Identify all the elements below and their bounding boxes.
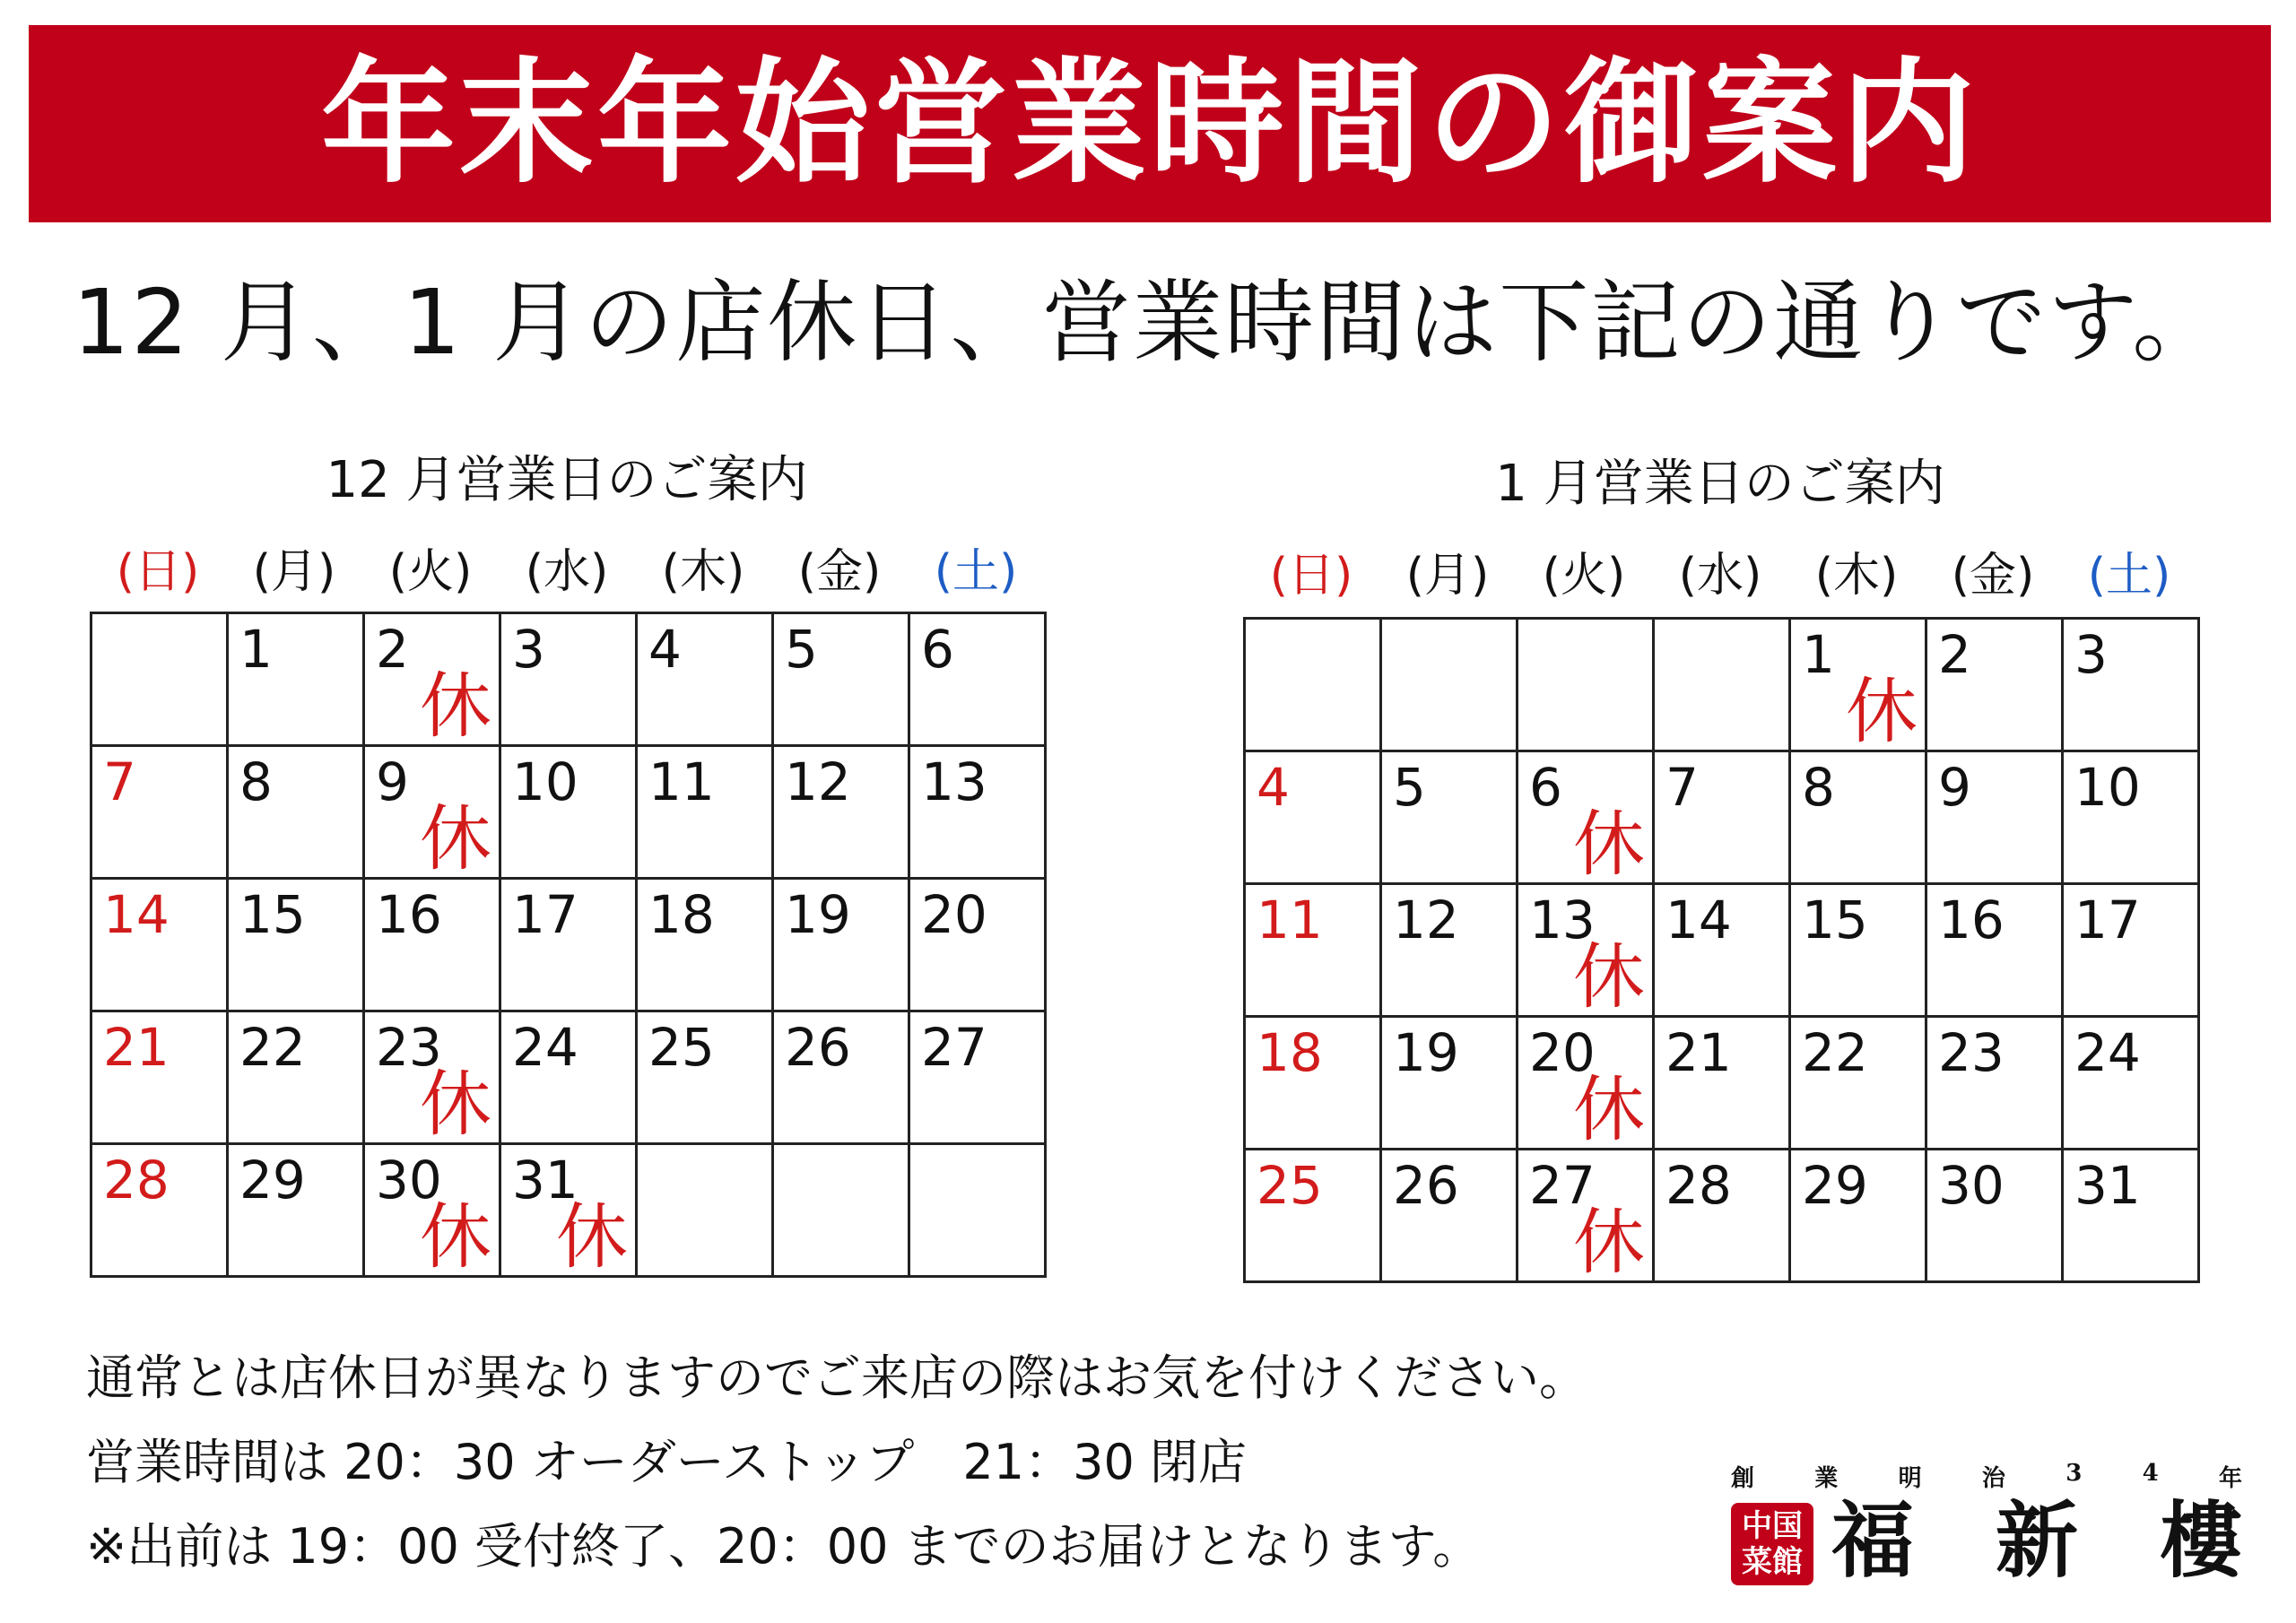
day-number: 15 (1802, 890, 1868, 950)
day-number: 7 (1665, 757, 1699, 818)
calendar-day-cell (1518, 885, 1655, 1018)
calendar-cell-empty (638, 1145, 774, 1278)
calendar-day-cell (638, 747, 774, 880)
calendar-day-cell (1382, 1018, 1518, 1150)
day-number: 8 (239, 751, 273, 812)
weekday-label: (木) (661, 545, 745, 599)
calendar-day-cell (774, 614, 910, 747)
weekday-label: (金) (797, 545, 882, 599)
logo-char: 創 (1731, 1465, 1755, 1492)
day-number: 10 (512, 751, 578, 812)
day-number: 3 (512, 619, 545, 680)
calendar-day-cell (638, 1012, 774, 1145)
day-number: 25 (648, 1017, 715, 1078)
note-closed-days: 通常とは店休日が異なりますのでご来店の際はお気を付けください。 (86, 1350, 1587, 1406)
weekday-label: (日) (116, 545, 200, 599)
closed-day-mark: 休 (1846, 670, 1918, 753)
day-number: 17 (512, 884, 578, 945)
calendar-cell-empty (774, 1145, 910, 1278)
day-number: 12 (1393, 890, 1459, 950)
calendar-day-cell (92, 1012, 229, 1145)
closed-day-mark: 休 (420, 797, 491, 881)
day-number: 22 (239, 1017, 306, 1078)
day-number: 26 (1393, 1155, 1459, 1216)
day-number: 1 (239, 619, 273, 680)
day-number: 19 (1393, 1022, 1459, 1083)
calendar-cell-empty (1518, 620, 1655, 752)
calendar-day-cell (1927, 620, 2064, 752)
calendar-cell-empty (1246, 620, 1382, 752)
day-number: 9 (376, 751, 409, 812)
weekday-label: (日) (1269, 549, 1353, 603)
day-number: 21 (103, 1017, 170, 1078)
calendar-day-cell (1382, 752, 1518, 885)
closed-day-mark: 休 (420, 664, 491, 748)
calendar-day-cell (92, 747, 229, 880)
weekday-label: (金) (1951, 549, 2035, 603)
day-number: 19 (785, 884, 851, 945)
day-number: 22 (1802, 1022, 1868, 1083)
calendar-day-cell (501, 880, 638, 1012)
closed-day-mark: 休 (420, 1195, 491, 1279)
seal-line: 菜館 (1742, 1544, 1803, 1580)
weekday-header-december (90, 545, 1044, 599)
day-number: 14 (1665, 890, 1732, 950)
logo-name-char: 福 (1831, 1492, 1915, 1589)
calendar-day-cell (1791, 752, 1927, 885)
logo-seal-stamp (1731, 1503, 1813, 1585)
calendar-day-cell (365, 614, 501, 747)
weekday-label: (水) (1678, 549, 1762, 603)
calendar-cell-empty (1382, 620, 1518, 752)
calendar-day-cell (501, 614, 638, 747)
calendar-day-cell (1655, 752, 1791, 885)
calendar-day-cell (365, 1145, 501, 1278)
calendar-day-cell (638, 880, 774, 1012)
closed-day-mark: 休 (1573, 1201, 1645, 1284)
day-number: 9 (1938, 757, 1971, 818)
header-banner (29, 25, 2271, 222)
calendar-day-cell (1382, 1150, 1518, 1283)
day-number: 29 (1802, 1155, 1868, 1216)
day-number: 24 (512, 1017, 578, 1078)
weekday-label: (火) (1542, 549, 1626, 603)
calendar-day-cell (2064, 1018, 2200, 1150)
calendar-day-cell (501, 1012, 638, 1145)
day-number: 5 (1393, 757, 1426, 818)
page-title: 年末年始営業時間の御案内 (320, 46, 1979, 202)
day-number: 1 (1802, 624, 1835, 685)
day-number: 11 (648, 751, 715, 812)
day-number: 30 (1938, 1155, 2005, 1216)
day-number: 20 (1529, 1022, 1596, 1083)
day-number: 24 (2074, 1022, 2141, 1083)
calendar-day-cell (1791, 1018, 1927, 1150)
calendar-day-cell (365, 1012, 501, 1145)
calendar-day-cell (501, 1145, 638, 1278)
logo-name-char: 新 (1995, 1492, 2078, 1589)
calendar-day-cell (365, 880, 501, 1012)
weekday-label: (木) (1814, 549, 1899, 603)
calendar-day-cell (910, 747, 1047, 880)
seal-line: 中国 (1742, 1508, 1803, 1544)
calendar-day-cell (638, 614, 774, 747)
day-number: 20 (921, 884, 987, 945)
calendar-day-cell (229, 1012, 365, 1145)
calendar-day-cell (229, 747, 365, 880)
day-number: 4 (648, 619, 682, 680)
calendar-day-cell (1927, 1150, 2064, 1283)
note-business-hours: 営業時間は 20：30 オーダーストップ 21：30 閉店 (86, 1434, 1248, 1490)
day-number: 11 (1257, 890, 1323, 950)
calendar-day-cell (774, 880, 910, 1012)
day-number: 27 (921, 1017, 987, 1078)
restaurant-logo (1731, 1460, 2242, 1594)
day-number: 12 (785, 751, 851, 812)
logo-char: 明 (1898, 1465, 1922, 1492)
calendar-day-cell (1655, 885, 1791, 1018)
day-number: 31 (2074, 1155, 2141, 1216)
calendar-day-cell (1518, 1150, 1655, 1283)
calendar-day-cell (1927, 752, 2064, 885)
calendar-day-cell (910, 880, 1047, 1012)
day-number: 26 (785, 1017, 851, 1078)
day-number: 23 (376, 1017, 442, 1078)
weekday-label: (月) (252, 545, 336, 599)
calendar-grid-january (1243, 617, 2200, 1283)
day-number: 27 (1529, 1155, 1596, 1216)
day-number: 31 (512, 1150, 578, 1211)
calendar-day-cell (1246, 1018, 1382, 1150)
calendar-day-cell (1246, 752, 1382, 885)
calendar-day-cell (501, 747, 638, 880)
day-number: 13 (921, 751, 987, 812)
day-number: 6 (921, 619, 954, 680)
logo-restaurant-name (1831, 1492, 2242, 1589)
day-number: 2 (376, 619, 409, 680)
weekday-label: (火) (388, 545, 473, 599)
logo-name-char: 樓 (2159, 1492, 2242, 1589)
calendar-day-cell (1382, 885, 1518, 1018)
day-number: 4 (1257, 757, 1290, 818)
logo-established-text (1731, 1460, 2242, 1493)
day-number: 29 (239, 1150, 306, 1211)
day-number: 28 (1665, 1155, 1732, 1216)
day-number: 13 (1529, 890, 1596, 950)
calendar-cell-empty (910, 1145, 1047, 1278)
weekday-header-january (1243, 549, 2197, 603)
calendar-title-january: 1 月営業日のご案内 (1495, 455, 1945, 513)
calendar-day-cell (910, 614, 1047, 747)
day-number: 17 (2074, 890, 2141, 950)
calendar-grid-december (90, 612, 1047, 1278)
day-number: 18 (648, 884, 715, 945)
calendar-cell-empty (1655, 620, 1791, 752)
calendar-day-cell (1791, 885, 1927, 1018)
calendar-day-cell (1518, 1018, 1655, 1150)
note-delivery-hours: ※出前は 19：00 受付終了、20：00 までのお届けとなります。 (86, 1518, 1482, 1575)
weekday-label: (土) (2087, 549, 2171, 603)
logo-char: 3 (2066, 1460, 2083, 1487)
day-number: 3 (2074, 624, 2108, 685)
calendar-day-cell (2064, 620, 2200, 752)
logo-char: 治 (1981, 1465, 2005, 1492)
logo-char: 4 (2142, 1460, 2159, 1487)
calendar-day-cell (229, 614, 365, 747)
closed-day-mark: 休 (1573, 1068, 1645, 1151)
day-number: 28 (103, 1150, 170, 1211)
calendar-day-cell (2064, 885, 2200, 1018)
day-number: 16 (1938, 890, 2005, 950)
day-number: 30 (376, 1150, 442, 1211)
day-number: 14 (103, 884, 170, 945)
calendar-day-cell (92, 1145, 229, 1278)
weekday-label: (土) (934, 545, 1018, 599)
calendar-day-cell (1791, 620, 1927, 752)
day-number: 8 (1802, 757, 1835, 818)
closed-day-mark: 休 (556, 1195, 628, 1279)
calendar-day-cell (92, 880, 229, 1012)
day-number: 15 (239, 884, 306, 945)
day-number: 23 (1938, 1022, 2005, 1083)
weekday-label: (水) (525, 545, 609, 599)
closed-day-mark: 休 (1573, 935, 1645, 1019)
calendar-day-cell (365, 747, 501, 880)
calendar-day-cell (2064, 1150, 2200, 1283)
calendar-day-cell (229, 880, 365, 1012)
calendar-day-cell (1927, 1018, 2064, 1150)
calendar-day-cell (1927, 885, 2064, 1018)
calendar-day-cell (1791, 1150, 1927, 1283)
day-number: 6 (1529, 757, 1562, 818)
calendar-day-cell (774, 1012, 910, 1145)
day-number: 10 (2074, 757, 2141, 818)
calendar-day-cell (2064, 752, 2200, 885)
day-number: 5 (785, 619, 818, 680)
calendar-cell-empty (92, 614, 229, 747)
day-number: 2 (1938, 624, 1971, 685)
calendar-title-december: 12 月営業日のご案内 (326, 451, 808, 509)
calendar-day-cell (1246, 1150, 1382, 1283)
day-number: 18 (1257, 1022, 1323, 1083)
calendar-day-cell (1246, 885, 1382, 1018)
calendar-day-cell (1655, 1018, 1791, 1150)
weekday-label: (月) (1405, 549, 1490, 603)
subtitle-text: 12 月、1 月の店休日、営業時間は下記の通りです。 (72, 270, 2224, 375)
calendar-day-cell (910, 1012, 1047, 1145)
logo-char: 年 (2218, 1465, 2242, 1492)
calendar-day-cell (1655, 1150, 1791, 1283)
day-number: 25 (1257, 1155, 1323, 1216)
calendar-day-cell (229, 1145, 365, 1278)
day-number: 16 (376, 884, 442, 945)
closed-day-mark: 休 (420, 1063, 491, 1146)
closed-day-mark: 休 (1573, 803, 1645, 886)
day-number: 7 (103, 751, 136, 812)
logo-char: 業 (1814, 1465, 1839, 1492)
calendar-day-cell (1518, 752, 1655, 885)
calendar-day-cell (774, 747, 910, 880)
day-number: 21 (1665, 1022, 1732, 1083)
